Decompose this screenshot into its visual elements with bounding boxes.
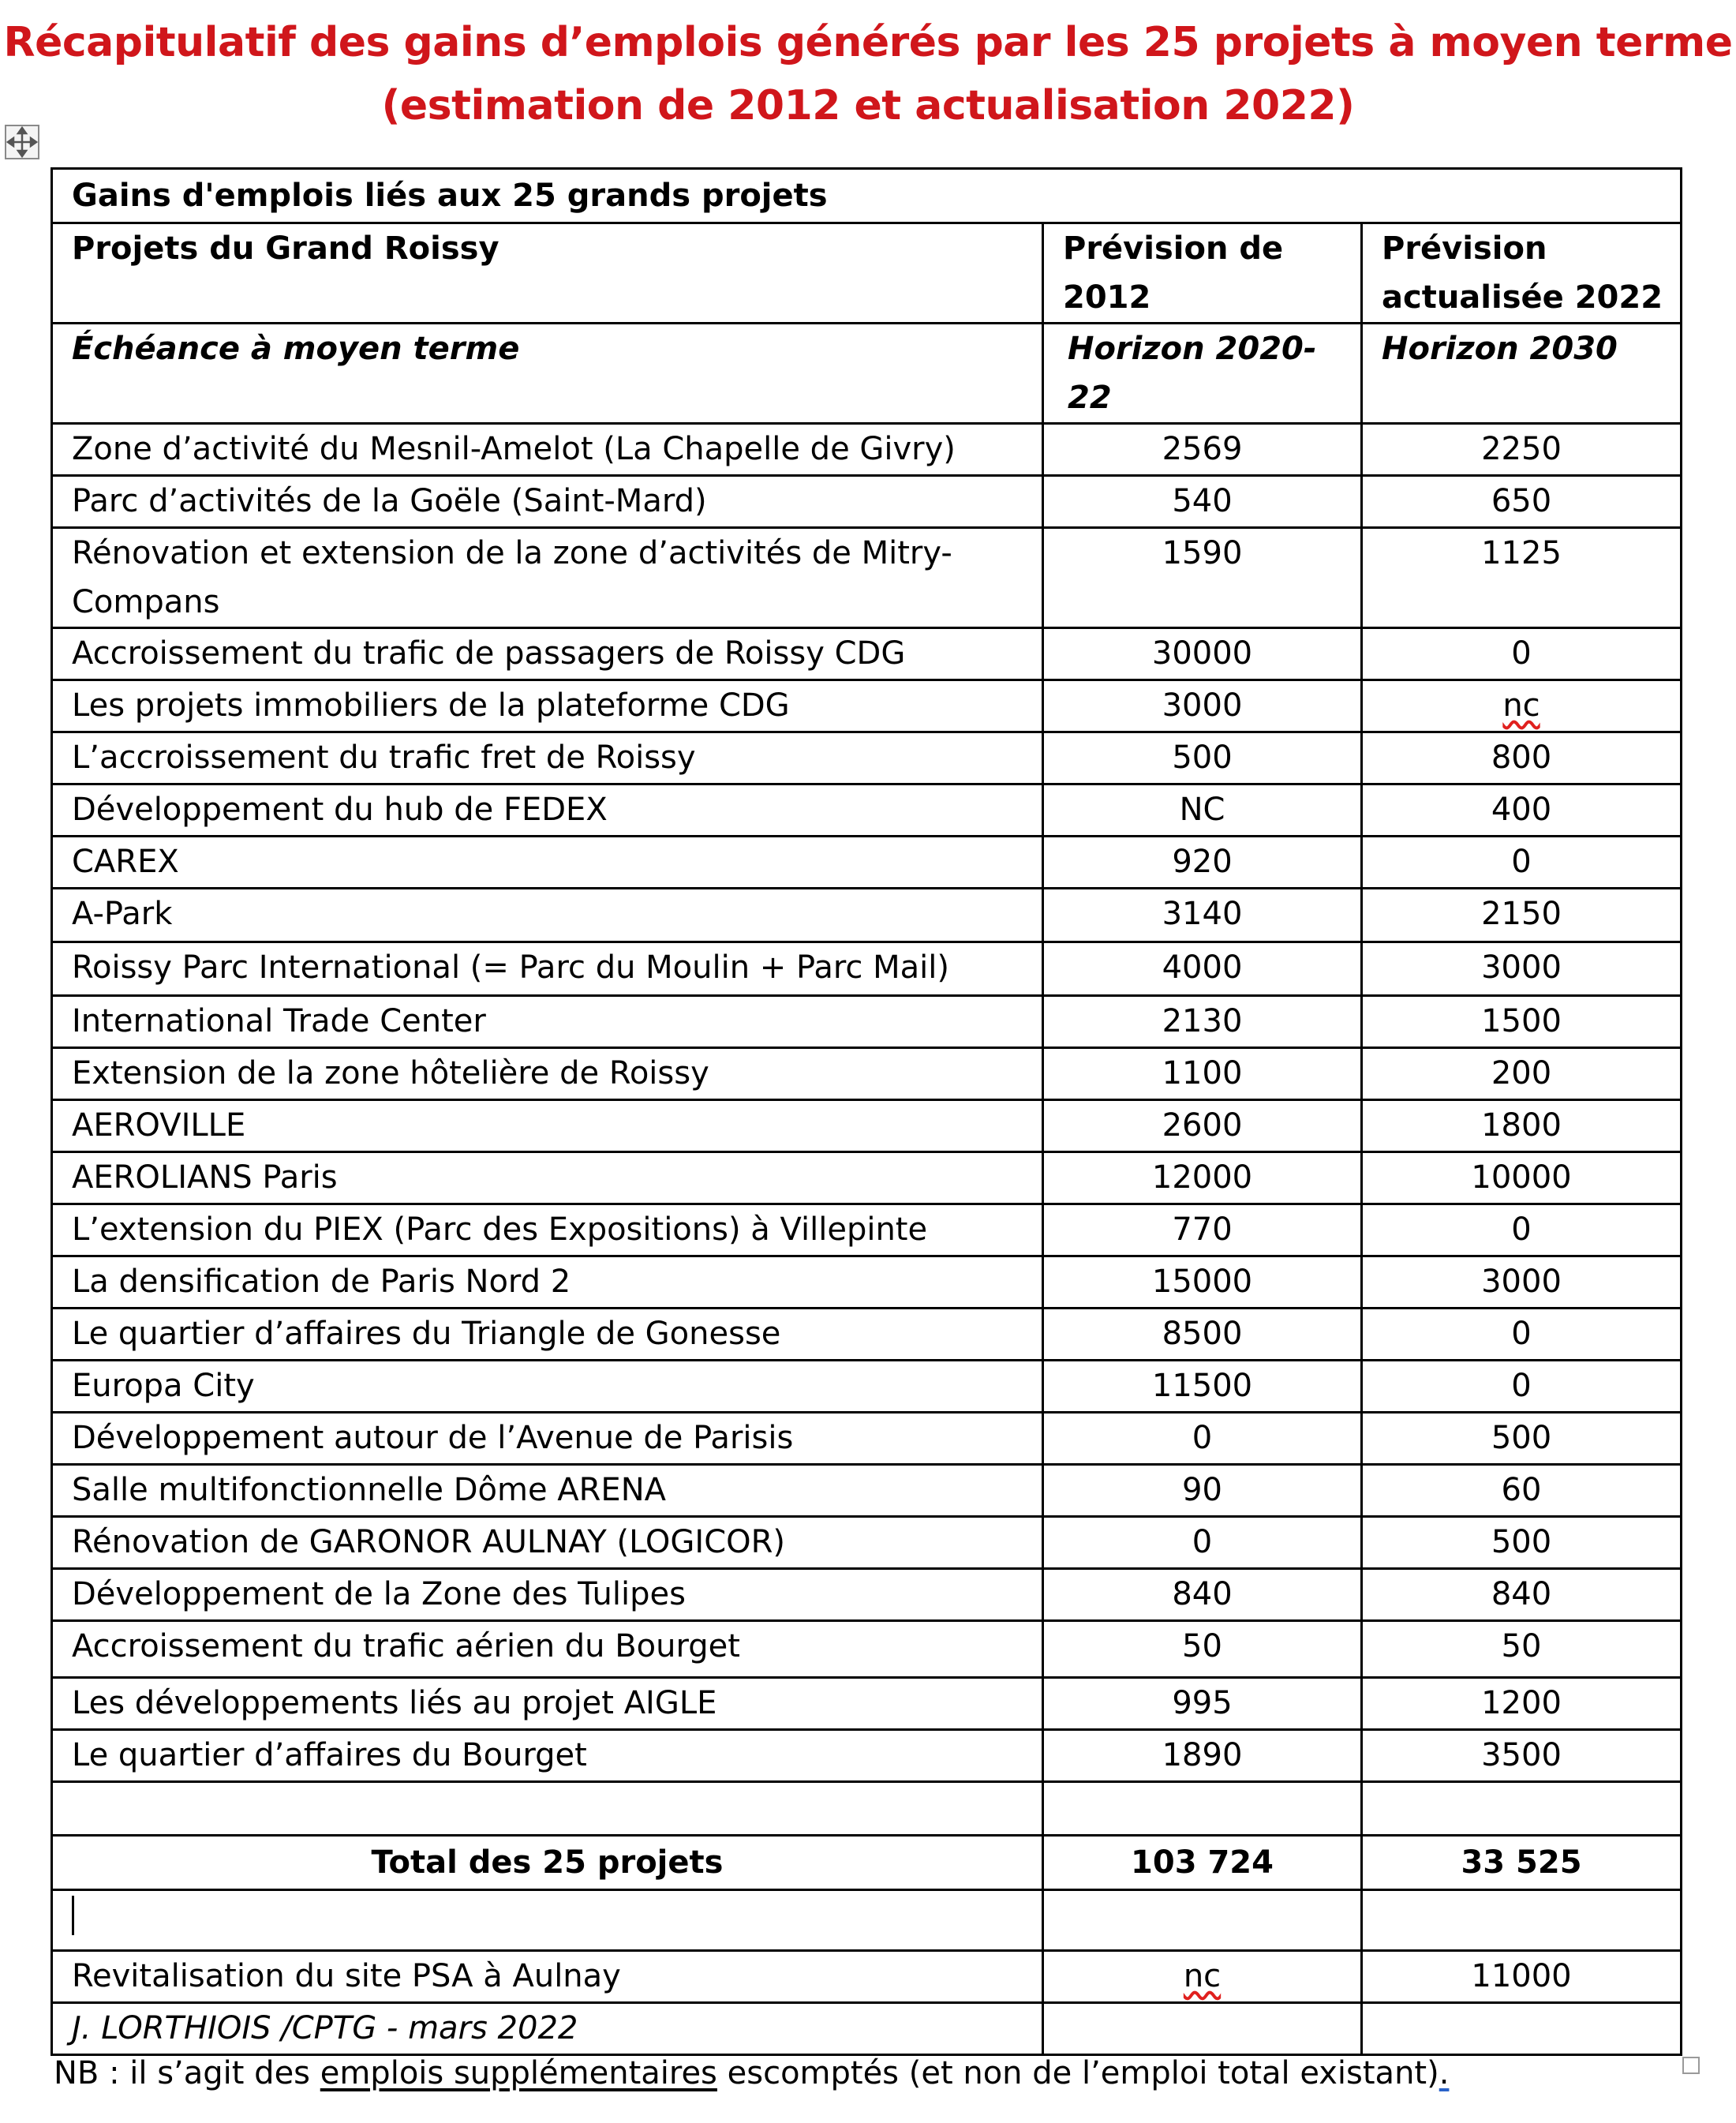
value-2022 [1362, 1621, 1682, 1678]
value-2012-text: 2569 [1162, 431, 1243, 467]
value-2022-text: 1125 [1481, 535, 1562, 571]
value-2022 [1362, 1152, 1682, 1204]
project-name: L’accroissement du trafic fret de Roissy [72, 739, 696, 776]
author-credit: J. LORTHIOIS /CPTG - mars 2022 [52, 2003, 1043, 2055]
project-name: La densification de Paris Nord 2 [72, 1264, 571, 1300]
value-2012-text: NC [1179, 792, 1225, 828]
project-name: Roissy Parc International (= Parc du Moulin + Parc Mail) [72, 949, 949, 986]
value-2022 [1362, 680, 1682, 732]
footnote-underlined: emplois supplémentaires [320, 2055, 717, 2091]
value-2012 [1043, 1621, 1362, 1678]
value-2022-text: 0 [1511, 1316, 1532, 1352]
empty-cell [1043, 1782, 1362, 1836]
project-name: Accroissement du trafic de passagers de Roissy CDG [72, 635, 906, 672]
psa-row [52, 1951, 1682, 2003]
value-2022-text: 0 [1511, 1211, 1532, 1248]
value-2022-text: nc [1502, 687, 1540, 724]
value-2012 [1043, 1256, 1362, 1309]
footnote-end: . [1439, 2055, 1450, 2091]
value-2012 [1043, 1309, 1362, 1361]
value-2022 [1362, 424, 1682, 476]
table-row [52, 1048, 1682, 1100]
empty-cell [1043, 1890, 1362, 1951]
project-name-cell [52, 628, 1043, 680]
table-row [52, 1621, 1682, 1678]
psa-project: Revitalisation du site PSA à Aulnay [52, 1951, 1043, 2003]
total-label: Total des 25 projets [52, 1836, 1043, 1890]
value-2022 [1362, 1204, 1682, 1256]
value-2012 [1043, 837, 1362, 889]
value-2012 [1043, 528, 1362, 628]
title-line-1: Récapitulatif des gains d’emplois générés par les 25 projets à moyen terme [3, 19, 1733, 66]
value-2022 [1362, 942, 1682, 996]
value-2022-text: 3500 [1481, 1737, 1562, 1773]
project-name-cell [52, 1517, 1043, 1569]
project-name: Développement de la Zone des Tulipes [72, 1576, 686, 1612]
value-2022-text: 200 [1491, 1055, 1552, 1091]
value-2012 [1043, 424, 1362, 476]
value-2012-text: 920 [1172, 844, 1233, 880]
value-2022-text: 800 [1491, 739, 1552, 776]
value-2012-text: 30000 [1151, 635, 1253, 672]
project-name-line2: Compans [72, 584, 220, 620]
project-name-cell [52, 1256, 1043, 1309]
value-2022 [1362, 1730, 1682, 1782]
value-2022-text: 3000 [1481, 1264, 1562, 1300]
empty-cell [1362, 1890, 1682, 1951]
empty-cell [1362, 2003, 1682, 2055]
table-row [52, 1256, 1682, 1309]
value-2022 [1362, 628, 1682, 680]
value-2012 [1043, 942, 1362, 996]
subheader-horizon-2020: Horizon 2020-22 [1043, 324, 1362, 424]
value-2022 [1362, 732, 1682, 784]
value-2022 [1362, 837, 1682, 889]
value-2022 [1362, 1256, 1682, 1309]
value-2022-text: 0 [1511, 1368, 1532, 1404]
project-name: International Trade Center [72, 1003, 486, 1039]
move-arrows-icon [6, 126, 38, 158]
project-name-cell [52, 1204, 1043, 1256]
empty-row [52, 1782, 1682, 1836]
project-name-cell [52, 1152, 1043, 1204]
value-2022 [1362, 784, 1682, 837]
value-2012-text: 840 [1172, 1576, 1233, 1612]
table-row [52, 1204, 1682, 1256]
project-name: Parc d’activités de la Goële (Saint-Mard) [72, 483, 707, 519]
value-2012-text: 500 [1172, 739, 1233, 776]
subheader-horizon-2030: Horizon 2030 [1362, 324, 1682, 424]
value-2012-text: 0 [1192, 1420, 1213, 1456]
project-name-cell [52, 424, 1043, 476]
value-2022 [1362, 1569, 1682, 1621]
table-move-handle[interactable] [5, 125, 39, 159]
header-2022 [1362, 223, 1682, 324]
value-2022-text: 0 [1511, 635, 1532, 672]
header-2022-line1: Prévision [1382, 230, 1547, 267]
value-2012-text: 12000 [1151, 1159, 1253, 1196]
project-name: AEROVILLE [72, 1107, 246, 1144]
value-2022-text: 50 [1501, 1628, 1542, 1664]
value-2022 [1362, 1361, 1682, 1413]
project-name-cell [52, 889, 1043, 942]
project-name: Rénovation et extension de la zone d’activités de Mitry- [72, 535, 952, 571]
project-name: Le quartier d’affaires du Triangle de Gonesse [72, 1316, 781, 1352]
value-2022-text: 400 [1491, 792, 1552, 828]
value-2022 [1362, 1309, 1682, 1361]
psa-2022: 11000 [1362, 1951, 1682, 2003]
value-2012-text: 770 [1172, 1211, 1233, 1248]
project-name-cell [52, 476, 1043, 528]
value-2012-text: 3000 [1162, 687, 1243, 724]
project-name: Zone d’activité du Mesnil-Amelot (La Chapelle de Givry) [72, 431, 956, 467]
header-2012-line2: 2012 [1063, 279, 1151, 316]
table-row [52, 1361, 1682, 1413]
table-row [52, 424, 1682, 476]
value-2022-text: 840 [1491, 1576, 1552, 1612]
project-name-cell [52, 837, 1043, 889]
value-2012 [1043, 1152, 1362, 1204]
value-2012-text: 2130 [1162, 1003, 1243, 1039]
value-2012 [1043, 1730, 1362, 1782]
value-2022 [1362, 1413, 1682, 1465]
project-name: AEROLIANS Paris [72, 1159, 338, 1196]
value-2012 [1043, 680, 1362, 732]
project-name-cell [52, 1413, 1043, 1465]
psa-2012-text: nc [1183, 1958, 1222, 1994]
value-2012 [1043, 1678, 1362, 1730]
project-name: Rénovation de GARONOR AULNAY (LOGICOR) [72, 1524, 786, 1560]
header-2022-line2: actualisée 2022 [1382, 279, 1663, 316]
table-row [52, 1100, 1682, 1152]
value-2012-text: 50 [1182, 1628, 1222, 1664]
table-caption: Gains d'emplois liés aux 25 grands projets [52, 169, 1682, 223]
table-row [52, 1152, 1682, 1204]
value-2022-text: 1500 [1481, 1003, 1562, 1039]
page-title [0, 11, 1736, 137]
psa-2012 [1043, 1951, 1362, 2003]
project-name: Europa City [72, 1368, 255, 1404]
value-2012-text: 1100 [1162, 1055, 1243, 1091]
value-2012-text: 2600 [1162, 1107, 1243, 1144]
project-name-cell [52, 1569, 1043, 1621]
value-2012 [1043, 1361, 1362, 1413]
table-row [52, 1309, 1682, 1361]
project-name: Extension de la zone hôtelière de Roissy [72, 1055, 709, 1091]
value-2012 [1043, 1048, 1362, 1100]
value-2012-text: 0 [1192, 1524, 1213, 1560]
value-2012-text: 11500 [1151, 1368, 1253, 1404]
text-cursor-cell [52, 1890, 1043, 1951]
value-2012 [1043, 628, 1362, 680]
empty-cell [1362, 1782, 1682, 1836]
value-2012-text: 90 [1182, 1472, 1222, 1508]
value-2022-text: 2150 [1481, 896, 1562, 932]
table-row [52, 1413, 1682, 1465]
header-2012 [1043, 223, 1362, 324]
project-name-cell [52, 1048, 1043, 1100]
table-row [52, 1465, 1682, 1517]
project-name-cell [52, 1100, 1043, 1152]
project-name-cell [52, 1309, 1043, 1361]
value-2022 [1362, 1517, 1682, 1569]
value-2012 [1043, 476, 1362, 528]
value-2022 [1362, 1100, 1682, 1152]
value-2012-text: 8500 [1162, 1316, 1243, 1352]
empty-cell [52, 1782, 1043, 1836]
table-row [52, 732, 1682, 784]
total-2022: 33 525 [1362, 1836, 1682, 1890]
project-name: Développement autour de l’Avenue de Parisis [72, 1420, 794, 1456]
table-row [52, 784, 1682, 837]
table-row [52, 680, 1682, 732]
value-2012 [1043, 1517, 1362, 1569]
table-row [52, 1730, 1682, 1782]
value-2012-text: 1590 [1162, 535, 1243, 571]
total-row [52, 1836, 1682, 1890]
project-name: L’extension du PIEX (Parc des Expositions) à Villepinte [72, 1211, 928, 1248]
value-2022 [1362, 1678, 1682, 1730]
empty-cell [1043, 2003, 1362, 2055]
table-row [52, 528, 1682, 628]
footnote [54, 2055, 1449, 2091]
project-name: Développement du hub de FEDEX [72, 792, 608, 828]
value-2012 [1043, 889, 1362, 942]
value-2022-text: 10000 [1471, 1159, 1572, 1196]
value-2012 [1043, 1465, 1362, 1517]
value-2022 [1362, 1465, 1682, 1517]
table-caption-row [52, 169, 1682, 223]
project-name-cell [52, 732, 1043, 784]
project-name-cell [52, 784, 1043, 837]
table-subheader-row [52, 324, 1682, 424]
footnote-prefix: NB : il s’agit des [54, 2055, 320, 2091]
value-2012-text: 15000 [1151, 1264, 1253, 1300]
value-2022-text: 500 [1491, 1420, 1552, 1456]
value-2012-text: 3140 [1162, 896, 1243, 932]
value-2012 [1043, 732, 1362, 784]
value-2022-text: 1800 [1481, 1107, 1562, 1144]
value-2012 [1043, 784, 1362, 837]
total-2012: 103 724 [1043, 1836, 1362, 1890]
table-row [52, 1678, 1682, 1730]
jobs-table [51, 167, 1682, 2056]
table-row [52, 1517, 1682, 1569]
value-2022-text: 500 [1491, 1524, 1552, 1560]
project-name: Les projets immobiliers de la plateforme CDG [72, 687, 790, 724]
value-2022-text: 1200 [1481, 1685, 1562, 1721]
value-2022 [1362, 1048, 1682, 1100]
value-2022-text: 0 [1511, 844, 1532, 880]
header-2012-line1: Prévision de [1063, 230, 1284, 267]
text-cursor [72, 1896, 74, 1935]
table-header-row [52, 223, 1682, 324]
project-name-cell [52, 1465, 1043, 1517]
author-row [52, 2003, 1682, 2055]
project-name: A-Park [72, 896, 173, 932]
value-2012 [1043, 1204, 1362, 1256]
project-name: Le quartier d’affaires du Bourget [72, 1737, 587, 1773]
value-2012-text: 4000 [1162, 949, 1243, 986]
footnote-suffix: escomptés (et non de l’emploi total existant) [716, 2055, 1439, 2091]
project-name: CAREX [72, 844, 179, 880]
value-2022-text: 60 [1501, 1472, 1542, 1508]
project-name: Accroissement du trafic aérien du Bourget [72, 1628, 740, 1664]
value-2012-text: 995 [1172, 1685, 1233, 1721]
value-2012-text: 1890 [1162, 1737, 1243, 1773]
project-name: Les développements liés au projet AIGLE [72, 1685, 717, 1721]
project-name: Salle multifonctionnelle Dôme ARENA [72, 1472, 666, 1508]
table-row [52, 628, 1682, 680]
title-line-2: (estimation de 2012 et actualisation 2022) [381, 82, 1355, 129]
project-name-cell [52, 996, 1043, 1048]
project-name-cell [52, 942, 1043, 996]
value-2012 [1043, 1100, 1362, 1152]
table-row [52, 1569, 1682, 1621]
value-2022-text: 650 [1491, 483, 1552, 519]
value-2012-text: 540 [1172, 483, 1233, 519]
header-projects: Projets du Grand Roissy [52, 223, 1043, 324]
table-row [52, 996, 1682, 1048]
value-2012 [1043, 996, 1362, 1048]
project-name-cell [52, 528, 1043, 628]
project-name-cell [52, 1730, 1043, 1782]
table-row [52, 942, 1682, 996]
table-row [52, 837, 1682, 889]
project-name-cell [52, 1621, 1043, 1678]
value-2022 [1362, 528, 1682, 628]
value-2022-text: 3000 [1481, 949, 1562, 986]
empty-row [52, 1890, 1682, 1951]
subheader-deadline: Échéance à moyen terme [52, 324, 1043, 424]
table-row [52, 889, 1682, 942]
value-2022 [1362, 476, 1682, 528]
project-name-cell [52, 1361, 1043, 1413]
value-2012 [1043, 1413, 1362, 1465]
value-2022 [1362, 889, 1682, 942]
value-2022-text: 2250 [1481, 431, 1562, 467]
project-name-cell [52, 1678, 1043, 1730]
value-2012 [1043, 1569, 1362, 1621]
table-row [52, 476, 1682, 528]
value-2022 [1362, 996, 1682, 1048]
table-resize-handle[interactable] [1682, 2057, 1700, 2074]
project-name-cell [52, 680, 1043, 732]
